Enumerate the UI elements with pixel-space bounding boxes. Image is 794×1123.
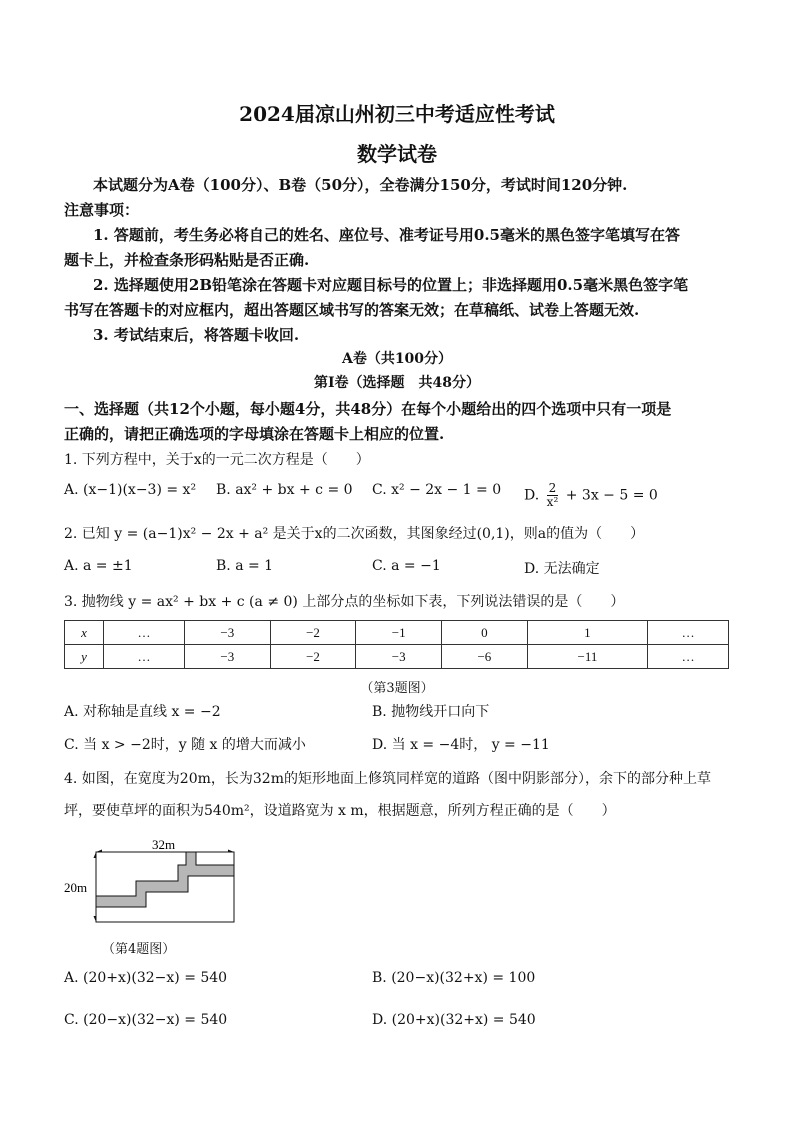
- table-cell: −3: [184, 621, 270, 645]
- q1-fraction: [547, 482, 559, 509]
- q4-option-d: D. (20+x)(32+x) = 540: [372, 1012, 536, 1028]
- table-cell: 1: [527, 621, 647, 645]
- q3-option-a: A. 对称轴是直线 x = −2: [64, 704, 221, 720]
- table-cell: −3: [356, 645, 442, 669]
- q1-option-d-label: D.: [524, 487, 540, 504]
- volume-a-heading: A卷（共100分）: [341, 351, 453, 367]
- q4-road-figure: [60, 834, 250, 932]
- q1-option-b: B. ax² + bx + c = 0: [216, 482, 353, 498]
- q1-option-c: C. x² − 2x − 1 = 0: [372, 482, 502, 498]
- table-cell: …: [104, 645, 185, 669]
- q3-table: [64, 620, 729, 669]
- table-cell: y: [65, 645, 104, 669]
- q4-stem-line-1: 4. 如图，在宽度为20m，长为32m的矩形地面上修筑同样宽的道路（图中阴影部分），余下的部分种上草: [64, 771, 711, 787]
- q2-option-c: C. a = −1: [372, 558, 441, 574]
- q2-option-b: B. a = 1: [216, 558, 274, 574]
- q1-option-d-rest: + 3x − 5 = 0: [565, 487, 658, 504]
- q4-option-c: C. (20−x)(32−x) = 540: [64, 1012, 228, 1028]
- exam-subtitle: 数学试卷: [357, 142, 437, 166]
- width-label: 32m: [152, 837, 176, 852]
- q4-option-b: B. (20−x)(32+x) = 100: [372, 970, 536, 986]
- q1-option-d: [524, 482, 658, 509]
- exam-title: 2024届凉山州初三中考适应性考试: [239, 102, 555, 126]
- table-cell: …: [648, 621, 729, 645]
- table-cell: 0: [442, 621, 528, 645]
- table-cell: −11: [527, 645, 647, 669]
- table-cell: …: [104, 621, 185, 645]
- q1-stem: 1. 下列方程中，关于x的一元二次方程是（ ）: [64, 452, 370, 468]
- notice-2-line-2: 书写在答题卡的对应框内，超出答题区域书写的答案无效；在草稿纸、试卷上答题无效.: [64, 301, 640, 319]
- q3-option-b: B. 抛物线开口向下: [372, 704, 490, 720]
- q2-option-d: D. 无法确定: [524, 561, 600, 577]
- table-cell: −2: [270, 645, 356, 669]
- table-cell: −1: [356, 621, 442, 645]
- notice-1-line-1: 1. 答题前，考生务必将自己的姓名、座位号、准考证号用0.5毫米的黑色签字笔填写在答: [93, 226, 680, 244]
- part-1-heading: 第Ⅰ卷（选择题 共48分）: [313, 375, 481, 391]
- table-cell: −3: [184, 645, 270, 669]
- table-row: [65, 645, 729, 669]
- table-cell: …: [648, 645, 729, 669]
- exam-summary: 本试题分为A卷（100分）、B卷（50分），全卷满分150分，考试时间120分钟.: [93, 176, 628, 194]
- q1-fraction-denominator: x²: [546, 495, 559, 509]
- q3-option-d: D. 当 x = −4时， y = −11: [372, 737, 550, 753]
- notice-3: 3. 考试结束后，将答题卡收回.: [93, 326, 300, 344]
- height-label: 20m: [64, 880, 88, 895]
- q2-option-a: A. a = ±1: [64, 558, 133, 574]
- q3-caption: （第3题图）: [360, 681, 434, 696]
- choice-heading-line-1: 一、选择题（共12个小题，每小题4分，共48分）在每个小题给出的四个选项中只有一项是: [64, 400, 672, 418]
- q4-stem-line-2: 坪，要使草坪的面积为540m²，设道路宽为 x m，根据题意，所列方程正确的是（ ）: [64, 803, 616, 819]
- choice-heading-line-2: 正确的，请把正确选项的字母填涂在答题卡上相应的位置.: [64, 425, 445, 443]
- q1-option-a: A. (x−1)(x−3) = x²: [64, 482, 197, 498]
- table-cell: −6: [442, 645, 528, 669]
- q4-option-a: A. (20+x)(32−x) = 540: [64, 970, 228, 986]
- notice-2-line-1: 2. 选择题使用2B铅笔涂在答题卡对应题目标号的位置上；非选择题用0.5毫米黑色签字笔: [93, 276, 689, 294]
- table-cell: x: [65, 621, 104, 645]
- notice-label: 注意事项：: [64, 201, 140, 219]
- table-row: [65, 621, 729, 645]
- q3-option-c: C. 当 x > −2时，y 随 x 的增大而减小: [64, 737, 306, 753]
- q1-fraction-numerator: 2: [548, 481, 557, 495]
- q4-caption: （第4题图）: [102, 942, 176, 957]
- q2-stem: 2. 已知 y = (a−1)x² − 2x + a² 是关于x的二次函数，其图象经过(0,1)，则a的值为（ ）: [64, 526, 645, 542]
- table-cell: −2: [270, 621, 356, 645]
- q3-stem: 3. 抛物线 y = ax² + bx + c (a ≠ 0) 上部分点的坐标如下表，下列说法错误的是（ ）: [64, 594, 625, 610]
- notice-1-line-2: 题卡上，并检查条形码粘贴是否正确.: [64, 251, 310, 269]
